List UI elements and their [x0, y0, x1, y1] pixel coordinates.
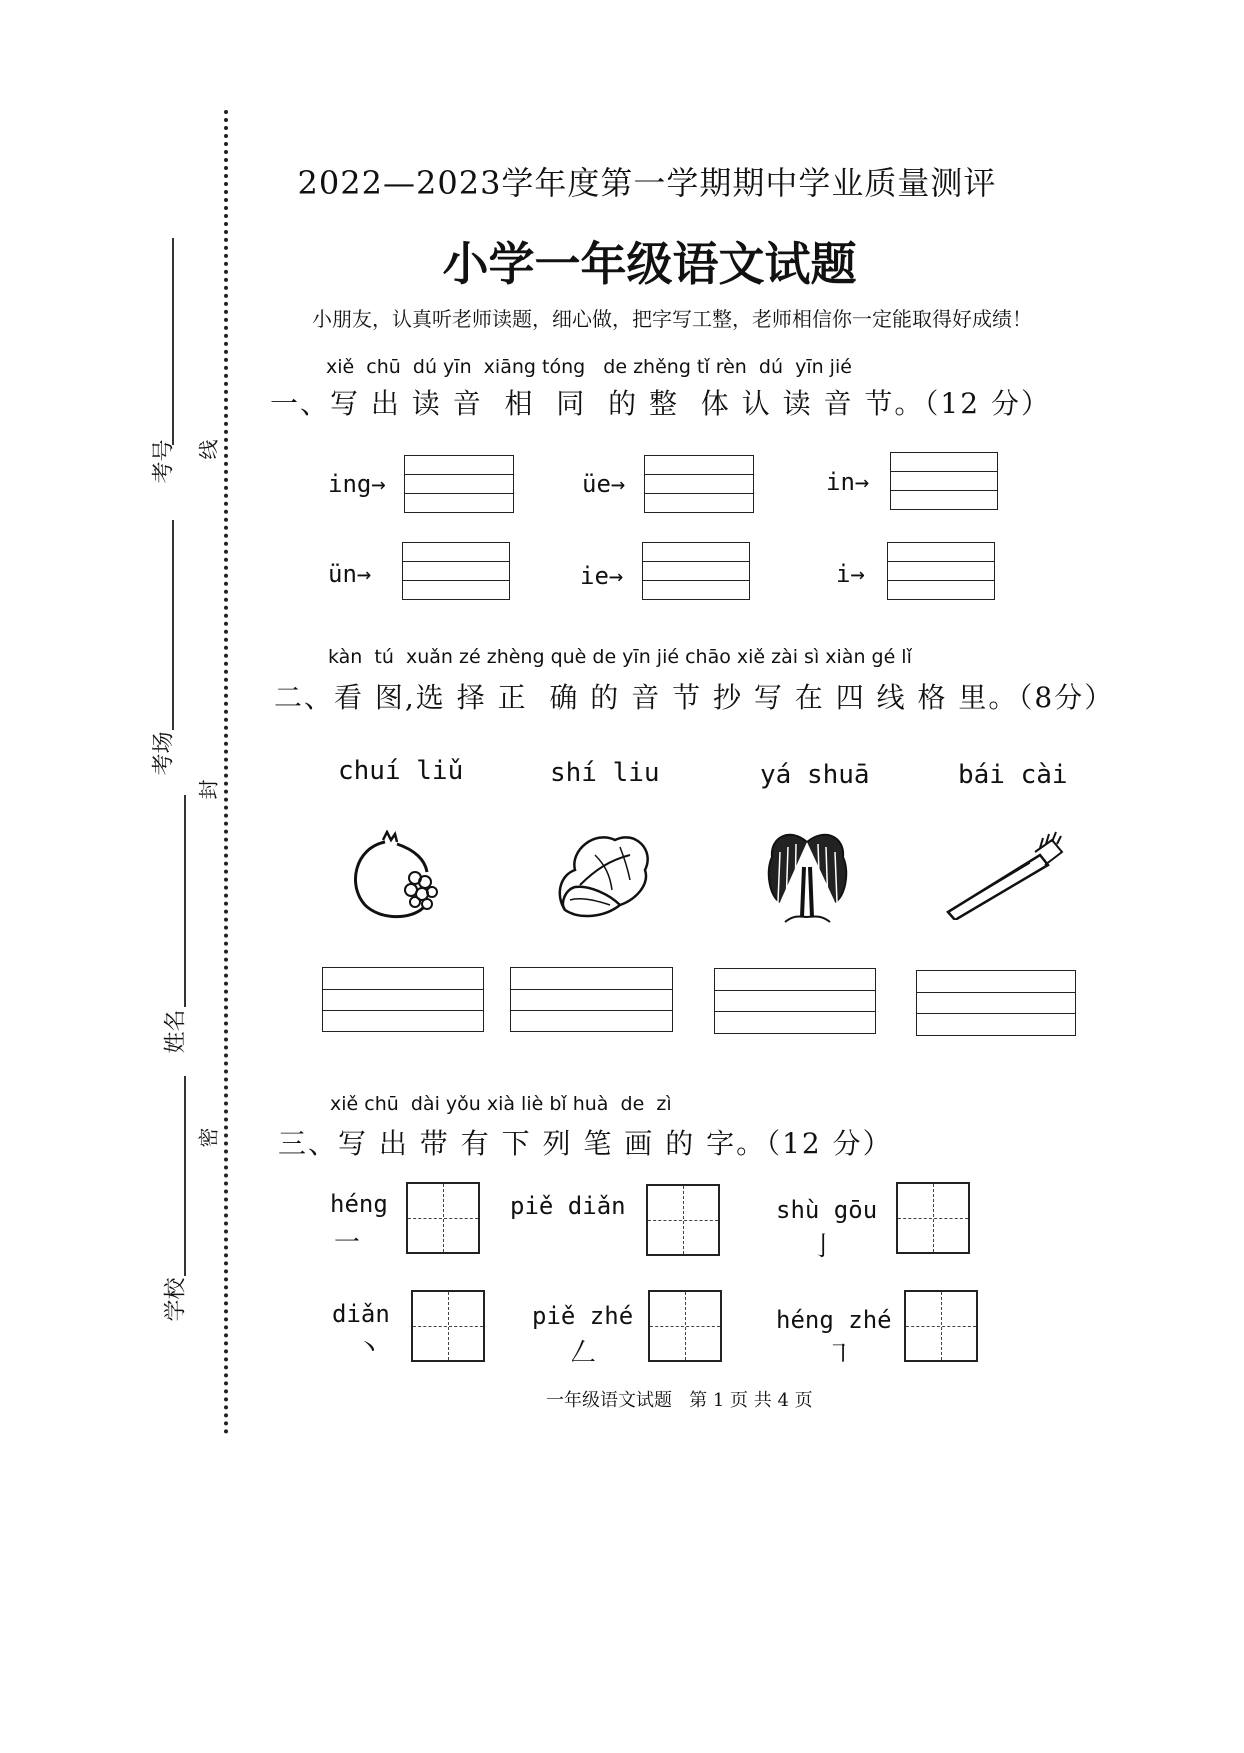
q3-tianzige-box[interactable] [646, 1184, 720, 1256]
exam-title: 2022—2023学年度第一学期期中学业质量测评 [297, 164, 997, 202]
q1-item-label: in→ [826, 468, 870, 496]
q3-tianzige-box[interactable] [904, 1290, 978, 1362]
secret-char: 密 [196, 1127, 221, 1148]
q2-syllable: bái cài [958, 760, 1068, 790]
q2-syllable: shí liu [550, 758, 660, 788]
q1-writing-grid[interactable] [404, 455, 514, 513]
exam-room-line [172, 520, 174, 730]
q3-stroke-pinyin: héng [330, 1190, 388, 1218]
q3-tianzige-box[interactable] [648, 1290, 722, 1362]
willow-tree-icon [760, 822, 855, 927]
q1-item-label: ing→ [328, 470, 386, 498]
school-line [184, 1076, 186, 1276]
q3-stroke-char: 一 [334, 1228, 361, 1258]
q1-heading: 一、写 出 读 音 相 同 的 整 体 认 读 音 节。（12 分） [270, 387, 1051, 420]
q3-tianzige-box[interactable] [411, 1290, 485, 1362]
q2-syllable: yá shuā [760, 760, 870, 790]
q1-writing-grid[interactable] [642, 542, 750, 600]
q1-writing-grid[interactable] [644, 455, 754, 513]
q3-stroke-char: ㇕ [826, 1340, 853, 1370]
q1-item-label: üe→ [582, 470, 626, 498]
q2-writing-grid[interactable] [322, 967, 484, 1032]
name-label: 姓名 [163, 1009, 189, 1054]
q1-item-label: i→ [836, 560, 865, 588]
q3-stroke-char: 亅 [810, 1232, 837, 1262]
q2-writing-grid[interactable] [510, 967, 673, 1032]
page-footer: 一年级语文试题 第 1 页 共 4 页 [546, 1390, 813, 1411]
toothbrush-icon [940, 830, 1065, 920]
q2-syllable: chuí liǔ [338, 756, 464, 786]
q3-stroke-pinyin: piě diǎn [510, 1192, 626, 1220]
q3-stroke-pinyin: piě zhé [532, 1302, 634, 1330]
q1-item-label: ün→ [328, 560, 372, 588]
q2-writing-grid[interactable] [714, 968, 876, 1034]
binding-dotted-line [224, 110, 228, 1435]
q3-stroke-pinyin: héng zhé [776, 1306, 892, 1334]
q1-pinyin: xiě chū dú yīn xiāng tóng de zhěng tǐ rèn dú yīn jié [326, 356, 852, 378]
cabbage-icon [550, 825, 660, 925]
q3-heading: 三、写 出 带 有 下 列 笔 画 的 字。（12 分） [278, 1127, 893, 1160]
pie-dian-stroke-icon [585, 1230, 635, 1254]
q3-tianzige-box[interactable] [406, 1182, 480, 1254]
q1-writing-grid[interactable] [890, 452, 998, 510]
q3-stroke-char: 𠃋 [570, 1338, 597, 1368]
seal-char: 封 [196, 779, 221, 800]
school-label: 学校 [163, 1277, 189, 1322]
intro-text: 小朋友，认真听老师读题，细心做，把字写工整，老师相信你一定能取得好成绩！ [312, 307, 1032, 331]
q1-item-label: ie→ [580, 562, 624, 590]
line-char: 线 [196, 439, 221, 460]
q3-stroke-char: 丶 [356, 1334, 383, 1364]
q3-tianzige-box[interactable] [896, 1182, 970, 1254]
pomegranate-icon [345, 830, 445, 920]
q2-writing-grid[interactable] [916, 970, 1076, 1036]
q3-pinyin: xiě chū dài yǒu xià liè bǐ huà de zì [330, 1093, 672, 1115]
q3-stroke-pinyin: shù gōu [776, 1196, 878, 1224]
q1-writing-grid[interactable] [402, 542, 510, 600]
exam-subtitle: 小学一年级语文试题 [442, 237, 857, 291]
q3-stroke-pinyin: diǎn [332, 1300, 390, 1328]
exam-number-label: 考号 [151, 439, 177, 484]
name-line [184, 795, 186, 1007]
exam-room-label: 考场 [151, 731, 177, 776]
q2-pinyin: kàn tú xuǎn zé zhèng què de yīn jié chāo xiě zài sì xiàn gé lǐ [328, 646, 912, 668]
q2-heading: 二、看 图,选 择 正 确 的 音 节 抄 写 在 四 线 格 里。（8分） [274, 681, 1115, 714]
q1-writing-grid[interactable] [887, 542, 995, 600]
